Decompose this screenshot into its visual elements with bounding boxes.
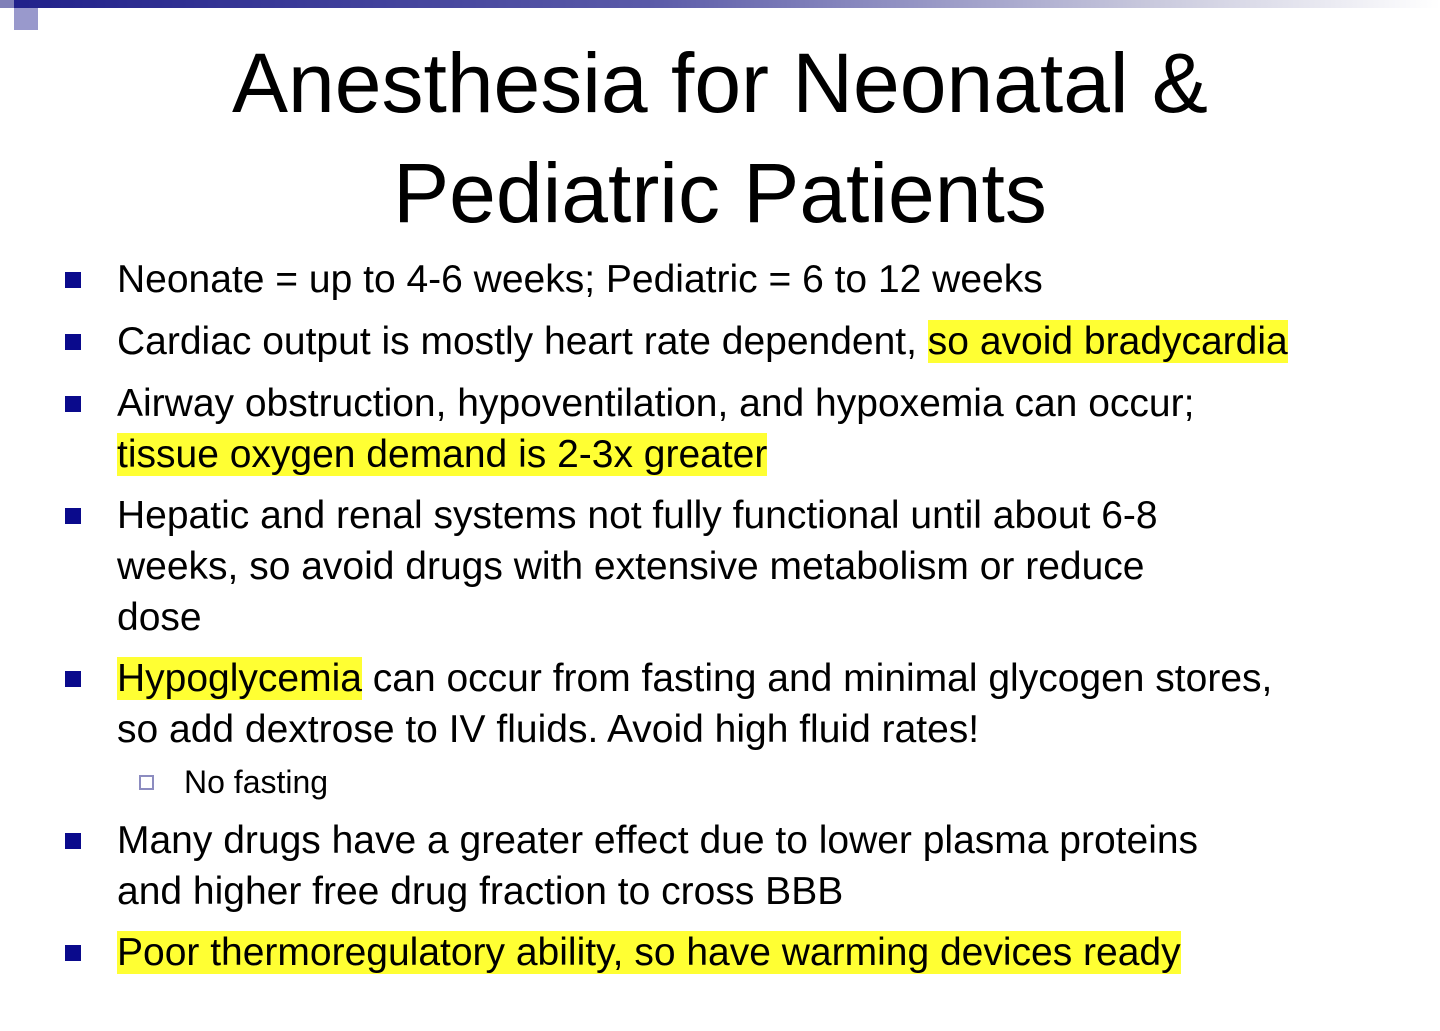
bullet-item-neonate-definition: [117, 254, 1407, 305]
bullet-marker-icon: [65, 671, 81, 687]
bullet-item-thermoregulation: [117, 927, 1407, 978]
bullet-marker-icon: [65, 945, 81, 961]
bullet-marker-icon: [65, 334, 81, 350]
bullet-text-line-1: Airway obstruction, hypoventilation, and hypoxemia can occur;: [117, 382, 1195, 425]
slide-title: [0, 28, 1440, 248]
highlighted-text: so avoid bradycardia: [927, 320, 1288, 363]
bullet-text-line-2: weeks, so avoid drugs with extensive metabolism or reduce: [117, 545, 1145, 588]
highlighted-text: Hypoglycemia: [117, 657, 362, 700]
bullet-item-hepatic-renal: [117, 490, 1407, 643]
highlighted-text: Poor thermoregulatory ability, so have warming devices ready: [117, 931, 1181, 974]
sub-bullet-no-fasting: No fasting: [184, 764, 329, 800]
bullet-marker-icon: [65, 272, 81, 288]
bullet-item-hypoglycemia: [117, 653, 1407, 755]
bullet-text-line-1: Many drugs have a greater effect due to lower plasma proteins: [117, 819, 1199, 862]
bullet-marker-icon: [65, 396, 81, 412]
sub-bullet-marker-icon: [139, 775, 154, 790]
bullet-text-line-2: and higher free drug fraction to cross BBB: [117, 870, 844, 913]
bullet-text: Cardiac output is mostly heart rate dependent,: [117, 320, 928, 363]
bullet-text-line-2: so add dextrose to IV fluids. Avoid high fluid rates!: [117, 708, 980, 751]
corner-accent-square: [14, 8, 38, 30]
bullet-text-line-1: Hepatic and renal systems not fully functional until about 6-8: [117, 494, 1158, 537]
bullet-text-line-3: dose: [117, 596, 202, 639]
bullet-item-drug-effect: [117, 815, 1407, 917]
bullet-marker-icon: [65, 508, 81, 524]
bullet-item-airway: [117, 378, 1407, 480]
bullet-marker-icon: [65, 833, 81, 849]
bullet-text: Neonate = up to 4-6 weeks; Pediatric = 6 to 12 weeks: [117, 258, 1043, 301]
bullet-item-cardiac-output: [117, 316, 1407, 367]
highlighted-text: tissue oxygen demand is 2-3x greater: [117, 433, 768, 476]
slide-title-line-1: Anesthesia for Neonatal &: [232, 36, 1208, 130]
corner-accent-top: [0, 0, 14, 8]
slide-title-line-2: Pediatric Patients: [393, 146, 1047, 240]
top-accent-bar: [0, 0, 1440, 8]
bullet-text-line-1: can occur from fasting and minimal glycogen stores,: [361, 657, 1273, 700]
